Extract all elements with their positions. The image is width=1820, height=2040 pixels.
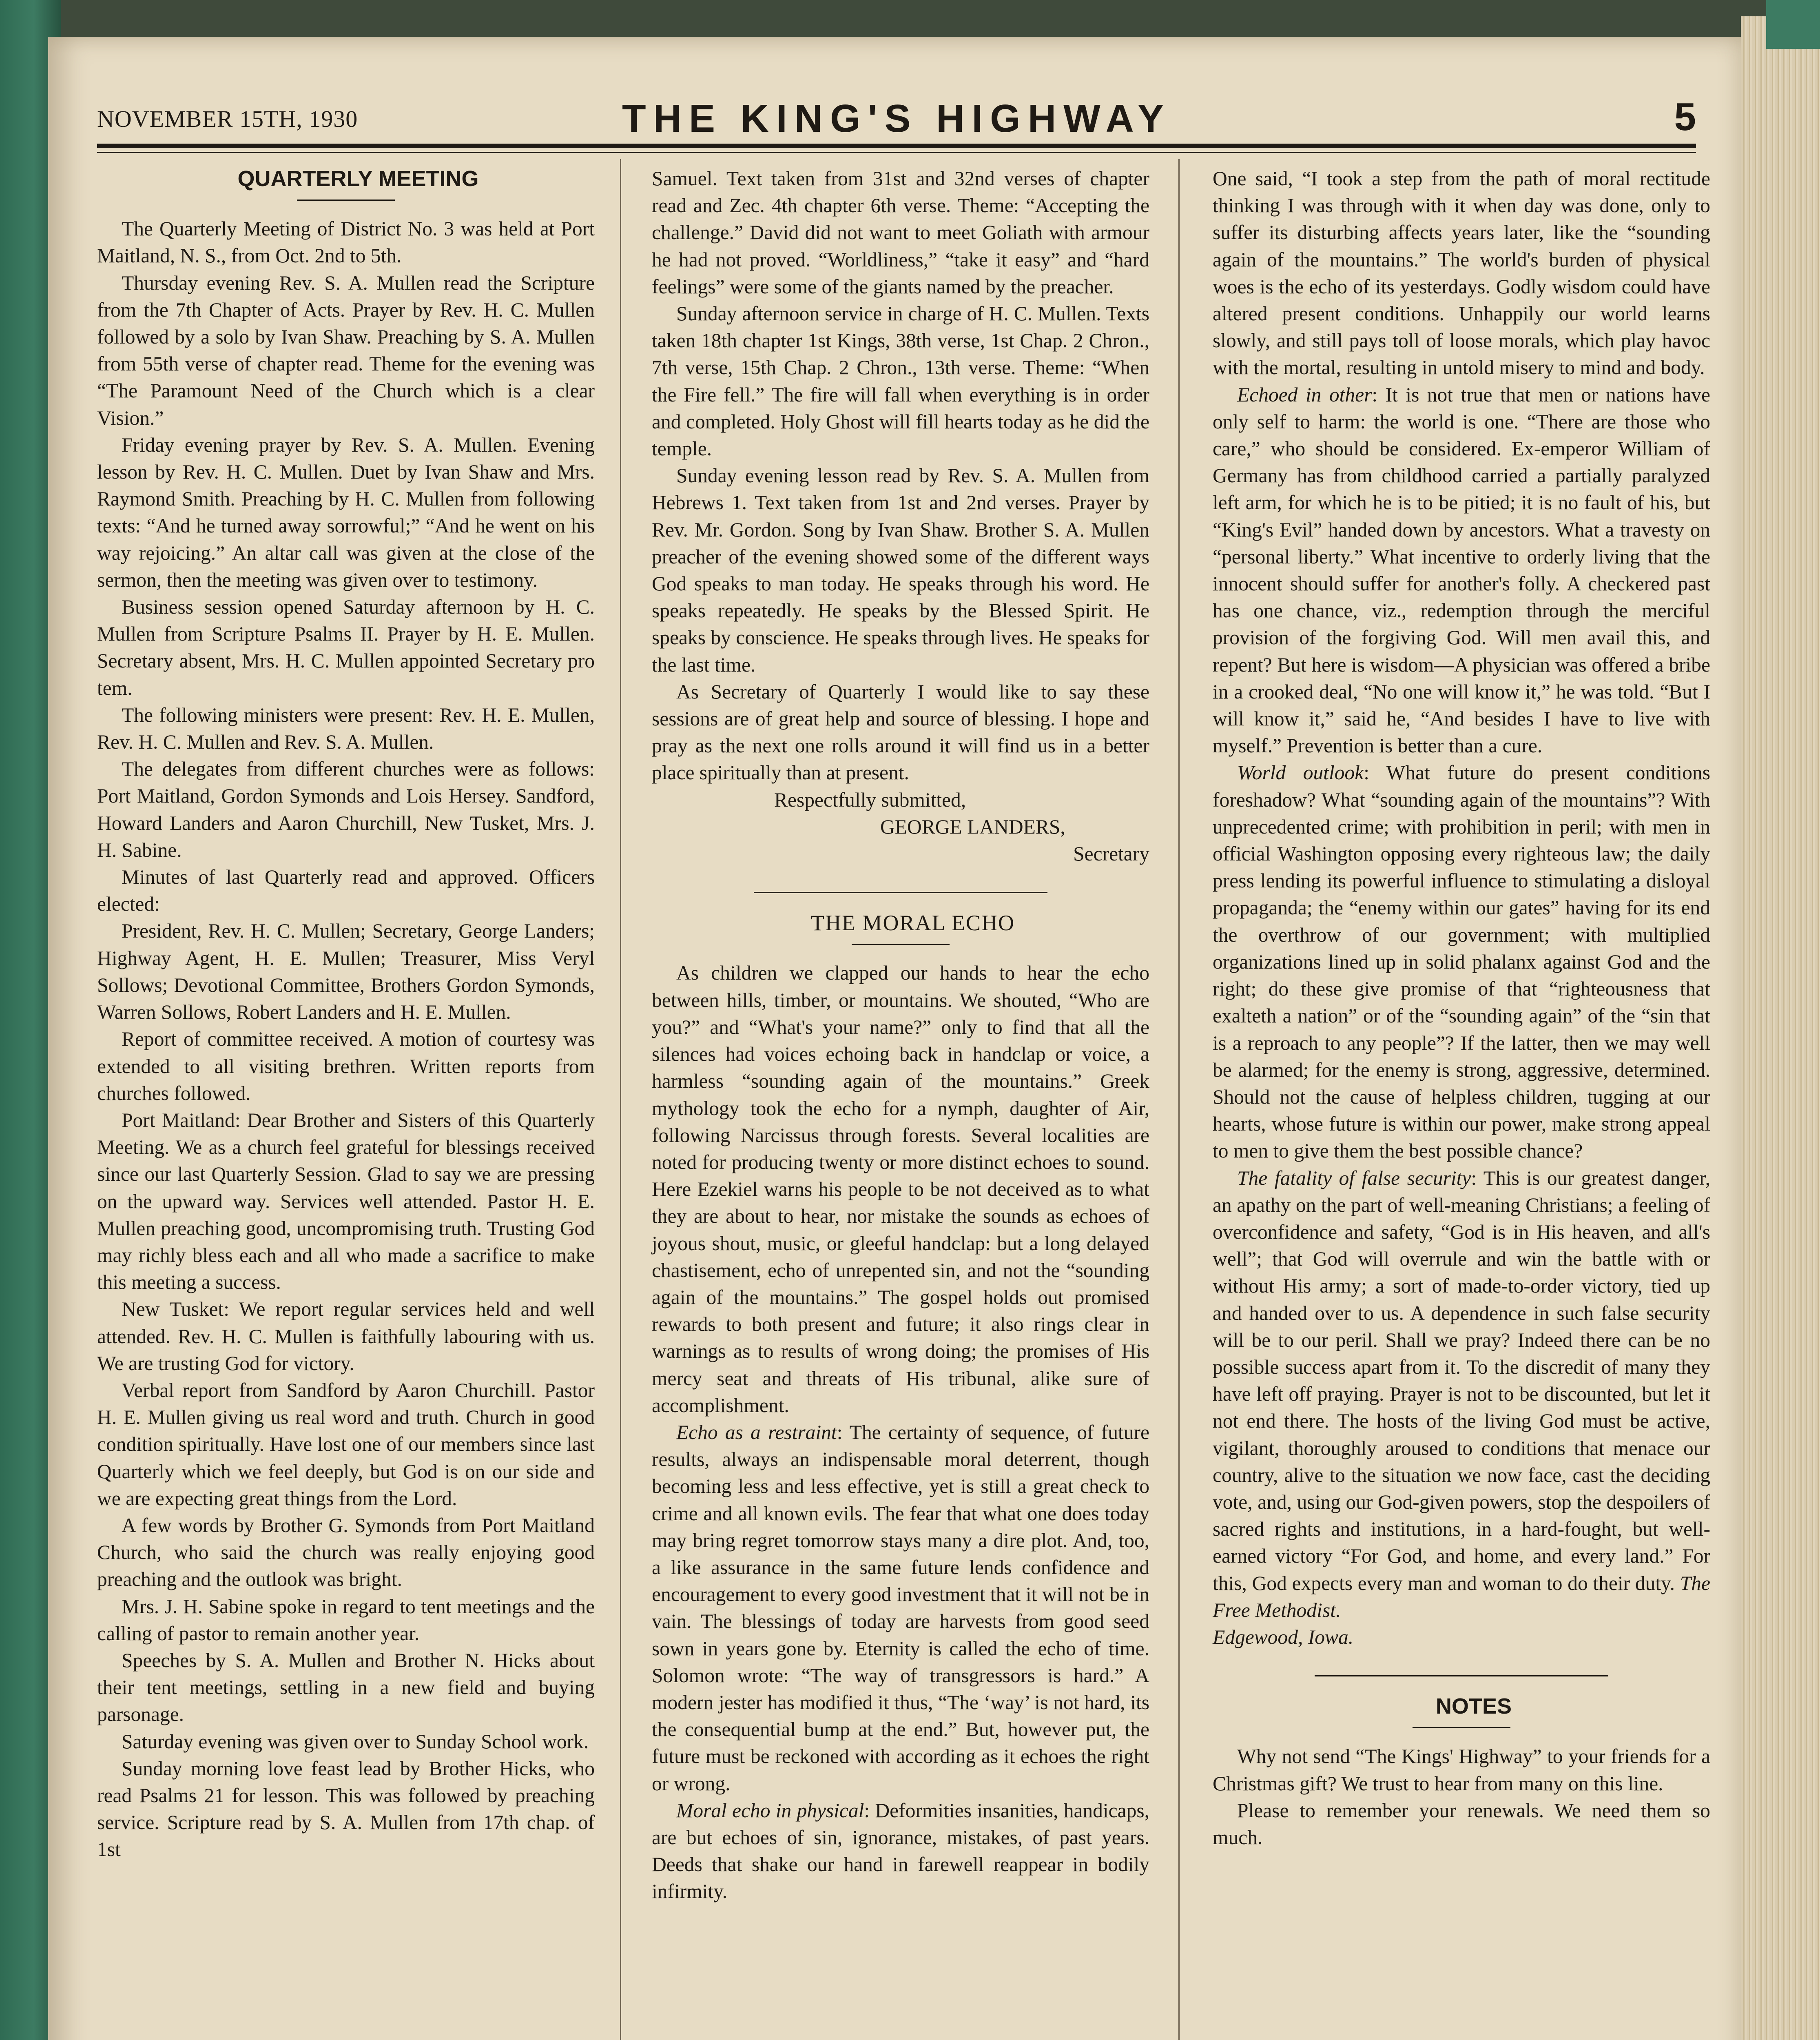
masthead-rule <box>97 144 1696 148</box>
paragraph <box>1213 759 1710 1164</box>
paragraph: Business session opened Saturday afternoon by H. C. Mullen from Scripture Psalms II. Prayer by H. E. Mullen. Secretary absent, Mrs. H. C. Mullen appointed Secretary pro tem. <box>97 596 595 699</box>
heading-rule <box>852 944 950 945</box>
signer-title: Secretary <box>1073 843 1149 865</box>
paragraph: Friday evening prayer by Rev. S. A. Mullen. Evening lesson by Rev. H. C. Mullen. Duet by Ivan Shaw and Mrs. Raymond Smith. Preaching by H. C. Mullen from following texts: “And he turned away sorrowful;” “And he went on his way rejoicing.” An altar call was given at the close of the sermon, then the meeting was given over to testimony. <box>97 433 595 591</box>
page-number: 5 <box>1674 95 1696 139</box>
paragraph: One said, “I took a step from the path of moral rectitude thinking I was through with it when day was done, only to suffer its disturbing affects years later, like the “sounding again of the mountains.” The world's burden of physical woes is the echo of its yesterdays. Godly wisdom could have altered present conditions. Unhappily our world learns slowly, and still pays toll of loose morals, which play havoc with the mortal, resulting in untold misery to mind and body. <box>1213 167 1710 379</box>
paragraph <box>1213 381 1710 760</box>
fatality-text: : This is our greatest danger, an apathy on the part of well-meaning Christians; a feeling of overconfidence and safety, “God is in His heaven, and all's well”; that God will overrule and win the battle with or without His army; a sort of made-to-order victory, tied up and handed over to us. A dependence in such false security will be to our peril. Shall we pray? Indeed there can be no possible success apart from it. To the discredit of many they have left off praying. Prayer is not to be discounted, but let it not end there. The hosts of the living God must be active, vigilant, thoroughly aroused to conditions that menace our country, alive to the situation we now face, cast the deciding vote, and, using our God-given powers, stop the despoilers of sacred rights and institutions, in a hard-fought, but well-earned victory “For God, and home, and every land.” For this, God expects every man and woman to do their duty. <box>1213 1166 1711 1594</box>
paragraph: The Quarterly Meeting of District No. 3 was held at Port Maitland, N. S., from Oct. 2nd to 5th. <box>97 217 595 267</box>
paragraph: Verbal report from Sandford by Aaron Churchill. Pastor H. E. Mullen giving us real word and truth. Church in good condition spiritually. Have lost one of our members since last Quarterly which we feel deeply, but God is on our side and we are expecting great things from the Lord. <box>97 1379 595 1510</box>
signer-name: GEORGE LANDERS, <box>880 815 1065 838</box>
quarterly-heading: QUARTERLY MEETING <box>237 166 479 191</box>
masthead-rule-thin <box>97 152 1696 153</box>
binding-corner <box>1766 0 1820 49</box>
paragraph <box>1213 1165 1710 1624</box>
paragraph <box>652 1419 1149 1797</box>
fatality-label: The fatality of false security <box>1237 1166 1471 1189</box>
column-1 <box>97 165 595 1863</box>
notes-heading: NOTES <box>1435 1694 1512 1719</box>
moral-echo-heading: THE MORAL ECHO <box>811 911 1015 936</box>
section-rule <box>754 892 1047 893</box>
publication-title: THE KING'S HIGHWAY <box>622 97 1171 140</box>
paragraph: Saturday evening was given over to Sunday School work. <box>122 1730 589 1753</box>
column-divider <box>620 159 621 2040</box>
restraint-text: : The certainty of sequence, of future results, always an indispensable moral deterrent, though becoming less and less effective, yet is still a great check to crime and all known evils. The fear that what one does today may bring regret tomorrow stays many a dire plot. And, too, a like assurance in the same future lends confidence and encouragement to every good investment that it will not be in vain. The blessings of today are harvests from good seed sown in years gone by. Eternity is called the echo of time. Solomon wrote: “The way of transgressors is hard.” A modern jester has modified it thus, “The ‘way’ is not hard, its the consequential bump at the end.” But, however put, the future must be reckoned with according as it echoes the right or wrong. <box>652 1421 1149 1795</box>
paragraph: Thursday evening Rev. S. A. Mullen read the Scripture from the 7th Chapter of Acts. Prayer by Rev. H. C. Mullen followed by a solo by Ivan Shaw. Preaching by S. A. Mullen from 55th verse of chapter read. Theme for the evening was “The Paramount Need of the Church which is a clear Vision.” <box>97 271 595 429</box>
masthead <box>97 73 1696 140</box>
column-divider <box>1178 159 1180 2040</box>
note-item: Please to remember your renewals. We need them so much. <box>1213 1799 1710 1849</box>
paragraph: Minutes of last Quarterly read and approved. Officers elected: <box>97 866 595 916</box>
paragraph: Sunday morning love feast lead by Brother Hicks, who read Psalms 21 for lesson. This was followed by preaching service. Scripture read by S. A. Mullen from 17th chap. of 1st <box>97 1757 595 1861</box>
source-citation: The Free Methodist. <box>1213 1572 1710 1621</box>
heading-rule <box>297 200 395 201</box>
paragraph: Sunday afternoon service in charge of H. C. Mullen. Texts taken 18th chapter 1st Kings, 38th verse, 1st Chap. 2 Chron., 7th verse, 15th Chap. 2 Chron., 13th verse. Theme: “When the Fire fell.” The fire will fall when everything is in order and completed. Holy Ghost will fill hearts today as he did the temple. <box>652 302 1149 460</box>
other-text: : It is not true that men or nations have only self to harm: the world is one. “There are those who care,” who should be considered. Ex-emperor William of Germany has from childhood carried a partially paralyzed left arm, for which he is to be pitied; it is no fault of his, but “King's Evil” handed down by ancestors. What a travesty on “personal liberty.” What incentive to orderly living that the innocent should suffer for another's folly. A checkered past has one chance, viz., redemption through the merciful provision of the forgiving God. Will men avail this, and repent? But here is wisdom—A physician was offered a bribe in a crooked deal, “No one will know it,” he was told. “But I will know it,” said he, “And besides I have to live with myself.” Prevention is better than a cure. <box>1213 383 1710 757</box>
heading-rule <box>1413 1727 1510 1728</box>
paragraph: The following ministers were present: Rev. H. E. Mullen, Rev. H. C. Mullen and Rev. S. A. Mullen. <box>97 703 595 754</box>
paragraph: The delegates from different churches were as follows: Port Maitland, Gordon Symonds and Lois Hersey. Sandford, Howard Landers and Aaron Churchill, New Tusket, Mrs. J. H. Sabine. <box>97 758 595 861</box>
issue-date: NOVEMBER 15TH, 1930 <box>97 106 358 132</box>
restraint-label: Echo as a restraint <box>676 1421 837 1444</box>
paragraph: As Secretary of Quarterly I would like to say these sessions are of great help and source of blessing. I hope and pray as the next one rolls around it will find us in a better place spiritually than at present. <box>652 680 1149 784</box>
outlook-text: : What future do present conditions foreshadow? What “sounding again of the mountains”? With unprecedented crime; with prohibition in peril; with men in official Washington opposing every righteous law; the daily press lending its powerful influence to stimulating a disloyal propaganda; the “enemy within our gates” having for its end the overthrow of our government; with multiplied organizations lined up in solid phalanx against God and the right; do these give promise of that “righteousness that exalteth a nation” or of the “sounding again” of the “sin that is a reproach to any people”? If the latter, then we may well be alarmed; for the enemy is strong, aggressive, determined. Should not the cause of helpless children, tugging at our hearts, whose future is within our power, make strong appeal to men to give them the best possible chance? <box>1213 761 1710 1162</box>
column-3 <box>1213 165 1710 1851</box>
note-item: Why not send “The Kings' Highway” to your friends for a Christmas gift? We trust to hear from many on this line. <box>1213 1745 1710 1795</box>
paragraph: Port Maitland: Dear Brother and Sisters of this Quarterly Meeting. We as a church feel grateful for blessings received since our last Quarterly Session. Glad to say we are pressing on the upward way. Services well attended. Pastor H. E. Mullen preaching good, uncompromising truth. Trusting God may richly bless each and all who made a sacrifice to make this meeting a success. <box>97 1109 595 1294</box>
physical-label: Moral echo in physical <box>676 1799 864 1822</box>
outlook-label: World outlook <box>1237 761 1364 784</box>
paragraph: Report of committee received. A motion of courtesy was extended to all visiting brethren. Written reports from churches followed. <box>97 1028 595 1104</box>
section-rule <box>1315 1675 1608 1676</box>
column-2 <box>652 165 1149 1905</box>
paragraph: A few words by Brother G. Symonds from Port Maitland Church, who said the church was really enjoying good preaching and the outlook was bright. <box>97 1514 595 1591</box>
other-label: Echoed in other <box>1237 383 1372 406</box>
paragraph <box>652 1797 1149 1905</box>
signoff: Respectfully submitted, <box>774 788 966 811</box>
page-edges <box>1741 16 1820 2040</box>
paragraph <box>1213 1624 1710 1651</box>
paragraph: New Tusket: We report regular services held and well attended. Rev. H. C. Mullen is faithfully labouring with us. We are trusting God for victory. <box>97 1298 595 1375</box>
source-place: Edgewood, Iowa. <box>1213 1625 1354 1648</box>
newspaper-page <box>48 37 1741 2040</box>
paragraph: Samuel. Text taken from 31st and 32nd verses of chapter read and Zec. 4th chapter 6th verse. Theme: “Accepting the challenge.” David did not want to meet Goliath with armour he had not proved. “Worldliness,” “take it easy” and “hard feelings” were some of the giants named by the preacher. <box>652 167 1149 298</box>
physical-text: : Deformities insanities, handicaps, are but echoes of sin, ignorance, mistakes, of past years. Deeds that shake our hand in farewell reappear in bodily infirmity. <box>652 1799 1149 1903</box>
paragraph: President, Rev. H. C. Mullen; Secretary, George Landers; Highway Agent, H. E. Mullen; Treasurer, Miss Veryl Sollows; Devotional Committee, Brothers Gordon Symonds, Warren Sollows, Robert Landers and H. E. Mullen. <box>97 920 595 1024</box>
paragraph: Mrs. J. H. Sabine spoke in regard to tent meetings and the calling of pastor to remain another year. <box>97 1595 595 1645</box>
paragraph: Speeches by S. A. Mullen and Brother N. Hicks about their tent meetings, settling in a new field and buying parsonage. <box>97 1649 595 1726</box>
paragraph: As children we clapped our hands to hear the echo between hills, timber, or mountains. We shouted, “Who are you?” and “What's your name?” only to find that all the silences had voices echoing back in handclap or voice, a harmless “sounding again of the mountains.” Greek mythology took the echo for a nymph, daughter of Air, following Narcissus through forests. Several localities are noted for producing twenty or more distinct echoes to sound. Here Ezekiel warns his people to be not deceived as to what they are about to hear, nor mistake the sounds as echoes of joyous shout, music, or gleeful handclap: but a long delayed chastisement, echo of unrepented sin, and not the “sounding again of the mountains.” The gospel holds out promised rewards to both present and future; it also rings clear in warnings as to results of wrong doing; the promises of His mercy seat and threats of His tribunal, alike sure of accomplishment. <box>652 962 1149 1417</box>
paragraph: Sunday evening lesson read by Rev. S. A. Mullen from Hebrews 1. Text taken from 1st and 2nd verses. Prayer by Rev. Mr. Gordon. Song by Ivan Shaw. Brother S. A. Mullen preacher of the evening showed some of the different ways God speaks to man today. He speaks through his word. He speaks repeatedly. He speaks by the Blessed Spirit. He speaks by conscience. He speaks through lives. He speaks for the last time. <box>652 464 1149 676</box>
